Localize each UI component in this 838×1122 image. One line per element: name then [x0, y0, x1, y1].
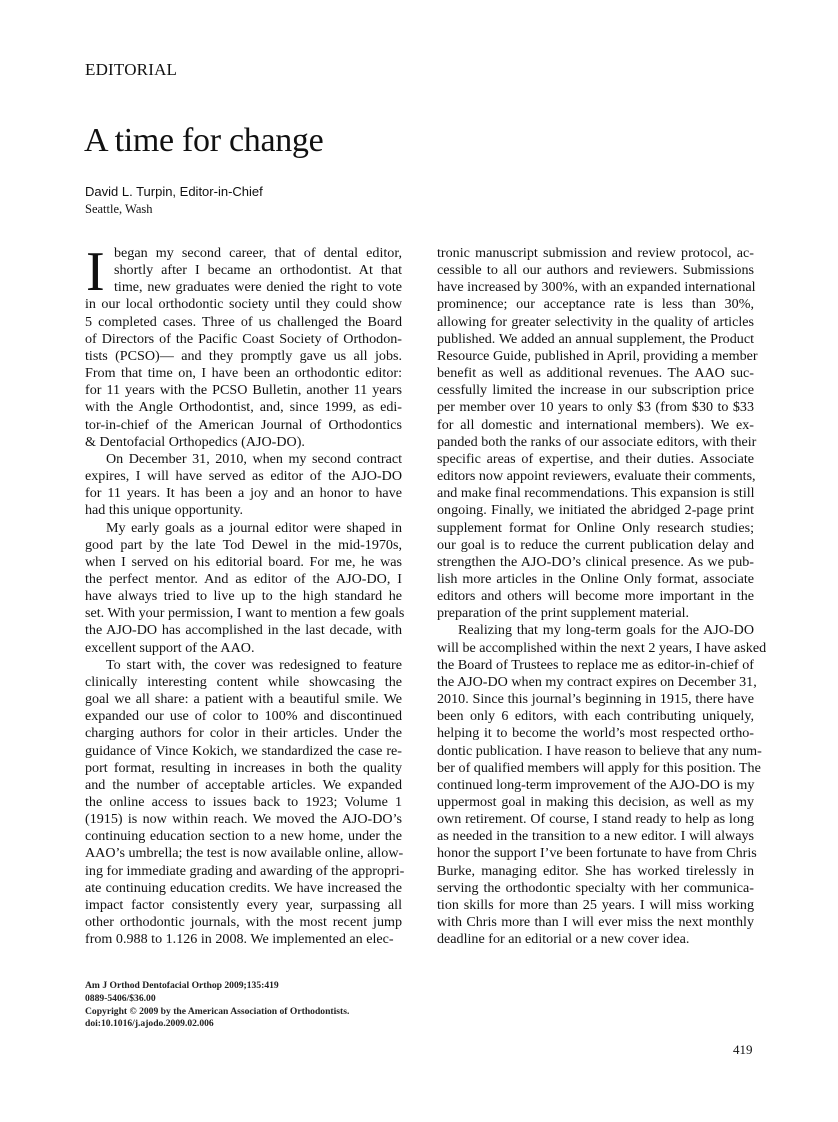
text-line: prominence; our acceptance rate is less than 30%,	[437, 296, 754, 313]
text-line: preparation of the print supplement material.	[437, 605, 690, 622]
text-line: the perfect mentor. And as editor of the AJO-DO, I	[85, 570, 402, 587]
article-title: A time for change	[84, 122, 324, 159]
text-line: honor the support I’ve been fortunate to have from Chris	[437, 845, 757, 862]
text-line: the Board of Trustees to replace me as editor-in-chief of	[437, 656, 754, 673]
issn-price: 0889-5406/$36.00	[85, 992, 156, 1004]
text-line: shortly after I became an orthodontist. At that	[114, 262, 402, 279]
text-line: guidance of Vince Kokich, we standardized the case re-	[85, 742, 402, 759]
article-footer	[85, 980, 349, 1031]
text-line: On December 31, 2010, when my second contract	[106, 450, 402, 467]
text-line: the AJO-DO has accomplished in the last decade, with	[85, 622, 402, 639]
drop-cap: I	[86, 241, 105, 303]
text-line: been only 6 editors, with each contributing uniquely,	[437, 708, 754, 725]
text-line: clinically interesting content while showcasing the	[85, 673, 402, 690]
text-line: continued long-term improvement of the AJO-DO is my	[437, 776, 755, 793]
text-line: own retirement. Of course, I stand ready to help as long	[437, 811, 754, 828]
text-line: Realizing that my long-term goals for the AJO-DO	[458, 622, 754, 639]
text-line: My early goals as a journal editor were shaped in	[106, 519, 402, 536]
text-line: good part by the late Tod Dewel in the mid-1970s,	[85, 536, 402, 553]
text-line: editors and others will become more important in the	[437, 588, 754, 605]
text-line: expanded our use of color to 100% and discontinued	[85, 708, 402, 725]
text-line: tor-in-chief of the American Journal of Orthodontics	[85, 416, 402, 433]
text-line: To start with, the cover was redesigned to feature	[106, 656, 402, 673]
author-location: Seattle, Wash	[85, 202, 153, 216]
text-line: have always tried to live up to the high standard he	[85, 588, 402, 605]
citation: Am J Orthod Dentofacial Orthop 2009;135:419	[85, 980, 279, 991]
text-line: dontic publication. I have reason to believe that any num-	[437, 742, 762, 759]
text-line: 2010. Since this journal’s beginning in 1915, there have	[437, 691, 754, 708]
doi: doi:10.1016/j.ajodo.2009.02.006	[85, 1018, 214, 1030]
text-line: began my second career, that of dental editor,	[114, 245, 402, 261]
text-line: specific areas of expertise, and their duties. Associate	[437, 450, 754, 467]
text-line: have increased by 300%, with an expanded international	[437, 279, 756, 296]
text-line: our goal is to reduce the current publication delay and	[437, 536, 754, 553]
text-line: ongoing. Finally, we initiated the abridged 2-page print	[437, 502, 754, 519]
text-line: impact factor consistently every year, surpassing all	[85, 896, 402, 913]
author-byline: David L. Turpin, Editor-in-Chief	[85, 184, 263, 199]
text-line: uppermost goal in making this decision, as well as my	[437, 794, 754, 810]
text-line: ate continuing education credits. We have increased the	[85, 879, 402, 896]
text-line: From that time on, I have been an orthodontic editor:	[85, 365, 402, 382]
text-line: goal we all share: a patient with a beautiful smile. We	[85, 691, 402, 708]
text-line: Burke, managing editor. She has worked tirelessly in	[437, 862, 754, 879]
text-line: AAO’s umbrella; the test is now available online, allow-	[85, 845, 404, 862]
text-line: for 11 years with the PCSO Bulletin, another 11 years	[85, 382, 402, 399]
text-line: and the number of acceptable articles. We expanded	[85, 776, 402, 793]
text-line: & Dentofacial Orthopedics (AJO-DO).	[85, 433, 305, 450]
text-line: tronic manuscript submission and review protocol, ac-	[437, 245, 754, 261]
text-line: and make final recommendations. This expansion is still	[437, 485, 755, 502]
text-line: in our local orthodontic society until they could show	[85, 296, 402, 313]
text-line: allowing for greater selectivity in the quality of articles	[437, 313, 754, 330]
text-line: will be accomplished within the next 2 years, I have asked	[437, 639, 767, 656]
text-line: helping it to become the world’s most respected ortho-	[437, 725, 754, 742]
left-column	[85, 241, 405, 948]
text-line: the AJO-DO when my contract expires on December 31,	[437, 673, 757, 690]
text-line: ber of qualified members will apply for this position. The	[437, 759, 761, 776]
text-line: lish more articles in the Online Only format, associate	[437, 570, 754, 587]
text-line: serving the orthodontic specialty with her communica-	[437, 879, 754, 896]
text-line: of Directors of the Pacific Coast Society of Orthodon-	[85, 330, 402, 347]
text-line: published. We added an annual supplement, the Product	[437, 330, 754, 347]
text-line: tion skills for more than 25 years. I will miss working	[437, 896, 754, 913]
text-line: benefit as well as additional revenues. The AAO suc-	[437, 365, 754, 382]
text-line: cessfully limited the increase in our subscription price	[437, 382, 754, 399]
text-line: time, new graduates were denied the right to vote	[114, 279, 402, 296]
text-line: Resource Guide, published in April, providing a member	[437, 347, 758, 364]
right-column	[437, 245, 767, 948]
page-number: 419	[733, 1042, 753, 1057]
text-line: strengthen the AJO-DO’s clinical presence. As we pub-	[437, 553, 754, 570]
text-line: other orthodontic journals, with the most recent jump	[85, 914, 402, 931]
section-label: EDITORIAL	[85, 60, 178, 79]
text-line: per member over 10 years to only $3 (from $30 to $33	[437, 399, 754, 416]
text-line: excellent support of the AAO.	[85, 639, 255, 656]
text-line: the online access to issues back to 1923; Volume 1	[85, 794, 402, 810]
text-line: ing for immediate grading and awarding of the appropri-	[85, 862, 405, 879]
text-line: (1915) is now within reach. We moved the AJO-DO’s	[85, 811, 402, 828]
text-line: had this unique opportunity.	[85, 502, 244, 519]
text-line: for 11 years. It has been a joy and an honor to have	[85, 485, 402, 502]
text-line: set. With your permission, I want to mention a few goals	[85, 605, 405, 622]
text-line: supplement format for Online Only research studies;	[437, 519, 754, 536]
text-line: with Chris more than I will ever miss the next monthly	[437, 914, 754, 931]
text-line: as needed in the transition to a new editor. I will always	[437, 828, 754, 845]
text-line: port format, resulting in increases in both the quality	[85, 759, 402, 776]
text-line: deadline for an editorial or a new cover idea.	[437, 931, 690, 948]
text-line: editors now appoint reviewers, evaluate their comments,	[437, 468, 756, 485]
text-line: for all domestic and international members). We ex-	[437, 416, 754, 433]
text-line: with the Angle Orthodontist, and, since 1999, as edi-	[85, 399, 402, 416]
text-line: panded both the ranks of our associate editors, with their	[437, 433, 757, 450]
text-line: cessible to all our authors and reviewers. Submissions	[437, 262, 754, 279]
text-line: charging authors for color in their articles. Under the	[85, 725, 402, 742]
text-line: continuing education section to a new home, under the	[85, 828, 402, 845]
text-line: tists (PCSO)— and they promptly gave us all jobs.	[85, 347, 402, 364]
text-line: from 0.988 to 1.126 in 2008. We implemented an elec-	[85, 931, 394, 948]
text-line: expires, I will have served as editor of the AJO-DO	[85, 468, 402, 485]
copyright: Copyright © 2009 by the American Association of Orthodontists.	[85, 1005, 350, 1017]
text-line: 5 completed cases. Three of us challenged the Board	[85, 313, 402, 330]
text-line: when I served on his editorial board. For me, he was	[85, 553, 402, 570]
